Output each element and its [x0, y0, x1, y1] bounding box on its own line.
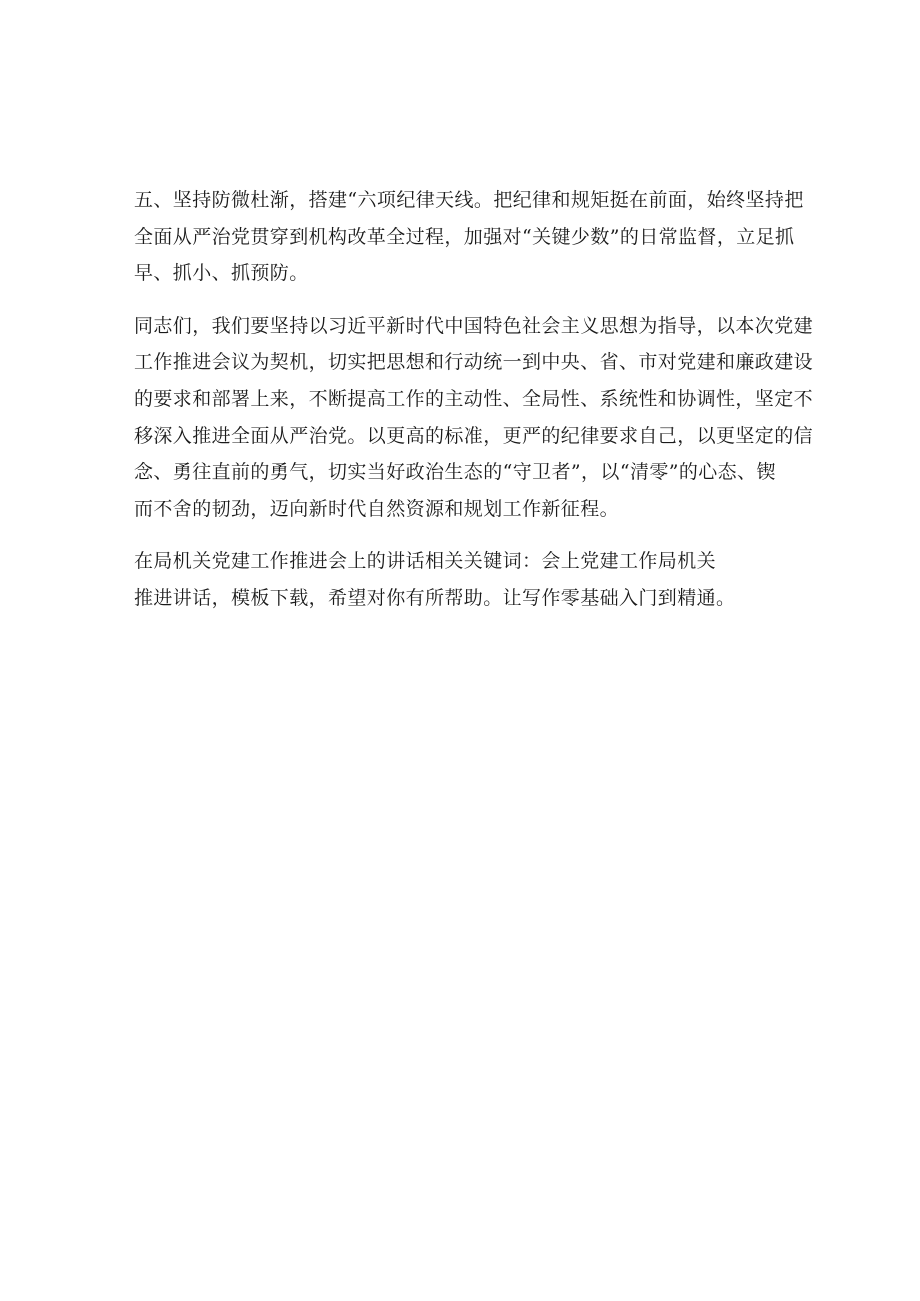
text-line: 早、抓小、抓预防。	[134, 262, 309, 285]
text-line: 的要求和部署上来，不断提高工作的主动性、全局性、系统性和协调性，坚定不	[134, 387, 814, 410]
text-line: 工作推进会议为契机，切实把思想和行动统一到中央、省、市对党建和廉政建设	[134, 351, 814, 374]
text-line: 五、坚持防微杜渐，搭建“六项纪律天线。把纪律和规矩挺在前面，始终坚持把	[134, 189, 804, 211]
text-line: 同志们，我们要坚持以习近平新时代中国特色社会主义思想为指导，以本次党建	[134, 314, 814, 337]
text-line: 移深入推进全面从严治党。以更高的标准，更严的纪律要求自己，以更坚定的信	[134, 424, 814, 447]
text-line: 推进讲话，模板下载，希望对你有所帮助。让写作零基础入门到精通。	[134, 586, 736, 609]
paragraph-conclusion	[134, 308, 814, 528]
paragraph-discipline	[134, 182, 804, 292]
text-line: 念、勇往直前的勇气，切实当好政治生态的“守卫者”，以“清零”的心态、锲	[134, 461, 776, 484]
document-body	[134, 182, 814, 617]
paragraph-keywords	[134, 543, 786, 616]
text-line: 在局机关党建工作推进会上的讲话相关关键词：会上党建工作局机关	[134, 550, 717, 573]
text-line: 而不舍的韧劲，迈向新时代自然资源和规划工作新征程。	[134, 497, 620, 520]
text-line: 全面从严治党贯穿到机构改革全过程，加强对“关键少数”的日常监督，立足抓	[134, 225, 795, 248]
